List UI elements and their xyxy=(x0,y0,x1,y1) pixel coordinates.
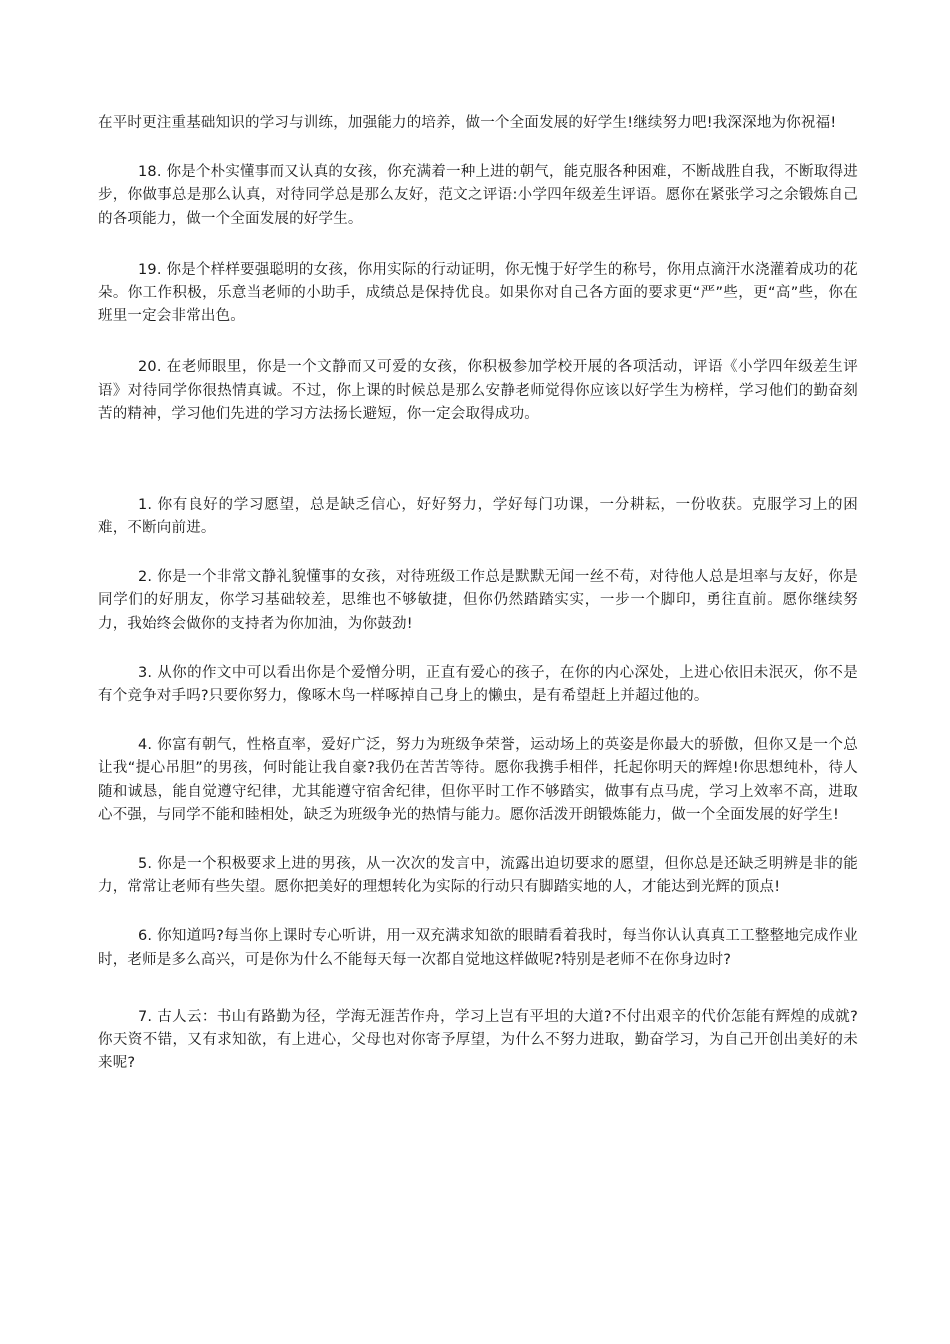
comment-7: 7. 古人云：书山有路勤为径，学海无涯苦作舟，学习上岂有平坦的大道?不付出艰辛的代价怎能有辉煌的成就?你天资不错，又有求知欲，有上进心，父母也对你寄予厚望，为什么不努力进取，勤奋学习，为自己开创出美好的未来呢? xyxy=(98,1008,858,1072)
comment-20: 20. 在老师眼里，你是一个文静而又可爱的女孩，你积极参加学校开展的各项活动，评语《小学四年级差生评语》对待同学你很热情真诚。不过，你上课的时候总是那么安静老师觉得你应该以好学生为榜样，学习他们的勤奋刻苦的精神，学习他们先进的学习方法扬长避短，你一定会取得成功。 xyxy=(98,359,858,422)
document-page xyxy=(98,112,858,1075)
comment-18: 18. 你是个朴实懂事而又认真的女孩，你充满着一种上进的朝气，能克服各种困难，不断战胜自我，不断取得进步，你做事总是那么认真，对待同学总是那么友好，范文之评语:小学四年级差生评语。愿你在紧张学习之余锻炼自己的各项能力，做一个全面发展的好学生。 xyxy=(98,164,858,227)
comment-4: 4. 你富有朝气，性格直率，爱好广泛，努力为班级争荣誉，运动场上的英姿是你最大的骄傲，但你又是一个总让我“提心吊胆”的男孩，何时能让我自豪?我仍在苦苦等待。愿你我携手相伴，托起你明天的辉煌!你思想纯朴，待人随和诚恳，能自觉遵守纪律，尤其能遵守宿舍纪律，但你平时工作不够踏实，做事有点马虎，学习上效率不高，进取心不强，与同学不能和睦相处，缺乏为班级争光的热情与能力。愿你活泼开朗锻炼能力，做一个全面发展的好学生! xyxy=(98,737,858,823)
comment-3: 3. 从你的作文中可以看出你是个爱憎分明，正直有爱心的孩子，在你的内心深处，上进心依旧未泯灭，你不是有个竞争对手吗?只要你努力，像啄木鸟一样啄掉自己身上的懒虫，是有希望赶上并超过他的。 xyxy=(98,664,858,704)
comment-1: 1. 你有良好的学习愿望，总是缺乏信心，好好努力，学好每门功课，一分耕耘，一份收获。克服学习上的困难，不断向前进。 xyxy=(98,496,858,537)
comment-2: 2. 你是一个非常文静礼貌懂事的女孩，对待班级工作总是默默无闻一丝不苟，对待他人总是坦率与友好，你是同学们的好朋友，你学习基础较差，思维也不够敏捷，但你仍然踏踏实实，一步一个脚印，勇往直前。愿你继续努力，我始终会做你的支持者为你加油，为你鼓劲! xyxy=(98,569,858,632)
comment-5: 5. 你是一个积极要求上进的男孩，从一次次的发言中，流露出迫切要求的愿望，但你总是还缺乏明辨是非的能力，常常让老师有些失望。愿你把美好的理想转化为实际的行动只有脚踏实地的人，才能达到光辉的顶点! xyxy=(98,855,858,896)
paragraph-continuation: 在平时更注重基础知识的学习与训练，加强能力的培养，做一个全面发展的好学生!继续努力吧!我深深地为你祝福! xyxy=(98,115,837,131)
comment-19: 19. 你是个样样要强聪明的女孩，你用实际的行动证明，你无愧于好学生的称号，你用点滴汗水浇灌着成功的花朵。你工作积极，乐意当老师的小助手，成绩总是保持优良。如果你对自己各方面的要求更“严”些，更“高”些，你在班里一定会非常出色。 xyxy=(98,261,858,325)
comment-6: 6. 你知道吗?每当你上课时专心听讲，用一双充满求知欲的眼睛看着我时，每当你认认真真工工整整地完成作业时，老师是多么高兴，可是你为什么不能每天每一次都自觉地这样做呢?特别是老师不在你身边时? xyxy=(98,928,858,968)
